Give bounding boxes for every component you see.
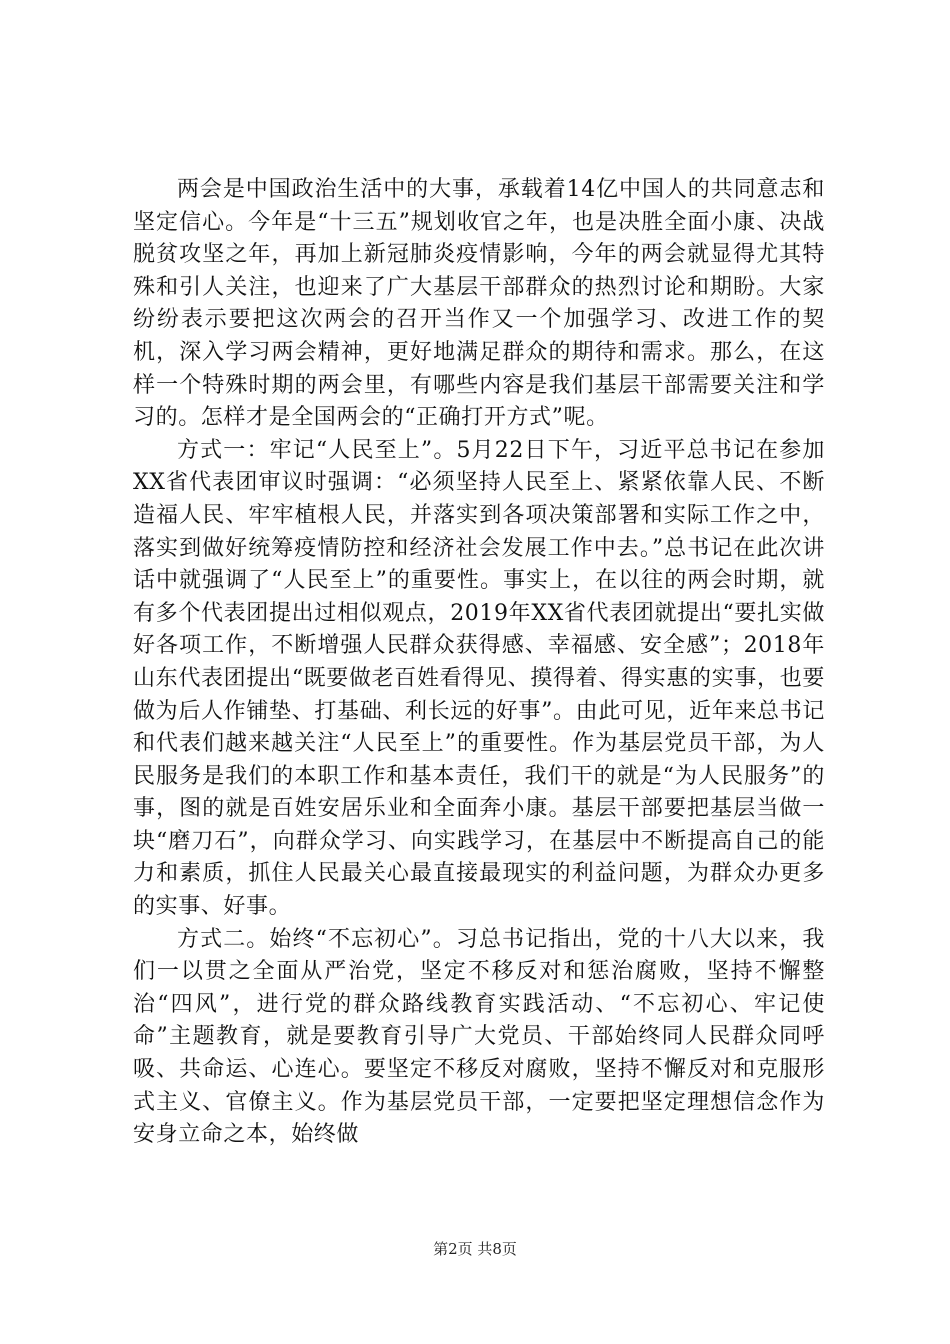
paragraph-2: 方式一：牢记“人民至上”。5月22日下午，习近平总书记在参加XX省代表团审议时强调：“必须坚持人民至上、紧紧依靠人民、不断造福人民、牢牢植根人民，并落实到各项决策部署和实际工作之中，落实到做好统筹疫情防控和经济社会发展工作中去。”总书记在此次讲话中就强调了“人民至上”的重要性。事实上，在以往的两会时期，就有多个代表团提出过相似观点，2019年XX省代表团就提出“要扎实做好各项工作，不断增强人民群众获得感、幸福感、安全感”；2018年山东代表团提出“既要做老百姓看得见、摸得着、得实惠的实事，也要做为后人作铺垫、打基础、利长远的好事”。由此可见，近年来总书记和代表们越来越关注“人民至上”的重要性。作为基层党员干部，为人民服务是我们的本职工作和基本责任，我们干的就是“为人民服务”的事，图的就是百姓安居乐业和全面奔小康。基层干部要把基层当做一块“磨刀石”，向群众学习、向实践学习，在基层中不断提高自己的能力和素质，抓住人民最关心最直接最现实的利益问题，为群众办更多的实事、好事。: [133, 437, 825, 920]
document-body: [133, 174, 825, 1152]
page-number-footer: 第2页 共8页: [433, 1240, 517, 1258]
paragraph-3: 方式二。始终“不忘初心”。习总书记指出，党的十八大以来，我们一以贯之全面从严治党，坚定不移反对和惩治腐败，坚持不懈整治“四风”，进行党的群众路线教育实践活动、“不忘初心、牢记使命”主题教育，就是要教育引导广大党员、干部始终同人民群众同呼吸、共命运、心连心。要坚定不移反对腐败，坚持不懈反对和克服形式主义、官僚主义。作为基层党员干部，一定要把坚定理想信念作为安身立命之本，始终做: [133, 926, 825, 1148]
paragraph-1: 两会是中国政治生活中的大事，承载着14亿中国人的共同意志和坚定信心。今年是“十三五”规划收官之年，也是决胜全面小康、决战脱贫攻坚之年，再加上新冠肺炎疫情影响，今年的两会就显得尤其特殊和引人关注，也迎来了广大基层干部群众的热烈讨论和期盼。大家纷纷表示要把这次两会的召开当作又一个加强学习、改进工作的契机，深入学习两会精神，更好地满足群众的期待和需求。那么，在这样一个特殊时期的两会里，有哪些内容是我们基层干部需要关注和学习的。怎样才是全国两会的“正确打开方式”呢。: [133, 177, 825, 431]
